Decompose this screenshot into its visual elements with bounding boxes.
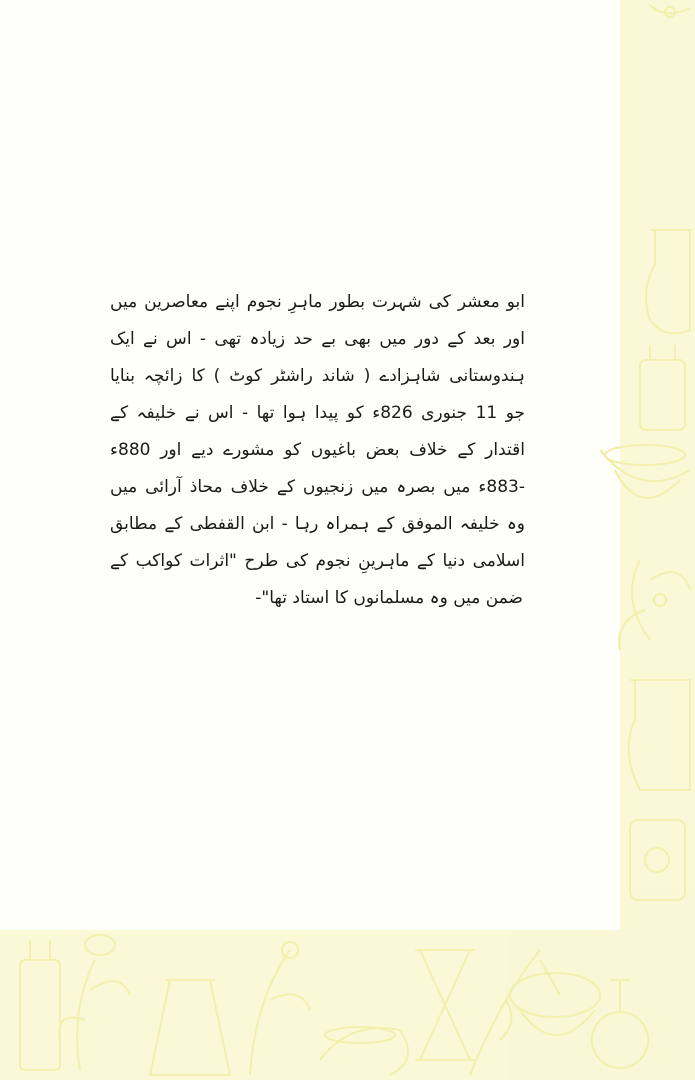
paragraph-line: -883ء میں بصرہ میں زنجیوں کے خلاف محاذ آرائی میں — [110, 477, 525, 497]
paragraph-line: ہندوستانی شاہزادے ( شاند راشٹر کوٹ ) کا زائچہ بنایا — [110, 366, 525, 386]
paragraph-line: اور بعد کے دور میں بھی بے حد زیادہ تھی - اس نے ایک — [110, 329, 525, 349]
paragraph-line: وہ خلیفہ الموفق کے ہمراہ رہا - ابن القفطی کے مطابق — [110, 514, 525, 534]
paragraph-line: جو 11 جنوری 826ء کو پیدا ہوا تھا - اس نے خلیفہ کے — [110, 403, 525, 423]
paragraph-line: اسلامی دنیا کے ماہرینِ نجوم کی طرح "اثرات کواکب کے — [110, 551, 525, 571]
paragraph-line: ابو معشر کی شہرت بطور ماہرِ نجوم اپنے معاصرین میں — [110, 292, 525, 312]
paragraph — [110, 284, 525, 617]
paragraph-line: اقتدار کے خلاف بعض باغیوں کو مشورے دیے اور 880ء — [110, 440, 525, 460]
paragraph-line: ضمن میں وہ مسلمانوں کا استاد تھا"- — [255, 588, 523, 608]
